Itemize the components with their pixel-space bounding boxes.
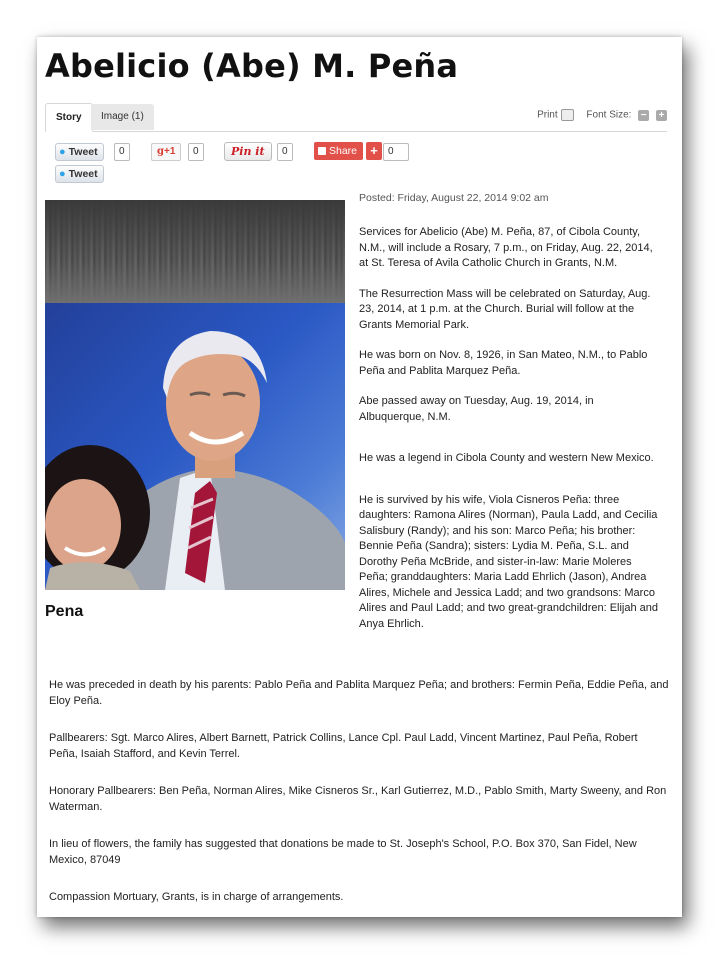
body-paragraph: Compassion Mortuary, Grants, is in charge of arrangements. <box>49 891 344 903</box>
photo-scan-band <box>45 200 345 303</box>
body-paragraph: Abe passed away on Tuesday, Aug. 19, 2014, in Albuquerque, N.M. <box>359 395 594 423</box>
tab-image[interactable]: Image (1) <box>91 104 154 130</box>
font-increase-button[interactable]: + <box>656 110 667 121</box>
tweet-button[interactable]: ● Tweet <box>55 143 104 161</box>
print-link[interactable]: Print <box>537 109 558 121</box>
obituary-photo[interactable] <box>45 200 345 590</box>
posted-date: Posted: Friday, August 22, 2014 9:02 am <box>359 192 549 204</box>
tab-bar <box>45 103 667 132</box>
twitter-bird-icon: ● <box>59 168 66 180</box>
twitter-bird-icon: ● <box>59 146 66 158</box>
share-icon <box>318 147 326 155</box>
body-paragraph: Services for Abelicio (Abe) M. Peña, 87, of Cibola County, N.M., will include a Rosary, 7 p.m., on Friday, Aug. 22, 2014, at St. Teresa of Avila Catholic Church in Grants, N.M. <box>359 226 653 269</box>
share-button[interactable]: Share <box>314 142 363 160</box>
print-icon[interactable] <box>561 109 574 121</box>
body-paragraph: He was born on Nov. 8, 1926, in San Mateo, N.M., to Pablo Peña and Pablita Marquez Peña. <box>359 349 648 377</box>
tweet-count: 0 <box>114 143 130 161</box>
body-paragraph: In lieu of flowers, the family has suggested that donations be made to St. Joseph's School, P.O. Box 370, San Fidel, New Mexico, 87049 <box>49 838 637 866</box>
share-count: 0 <box>383 143 409 161</box>
article-body-full <box>49 678 669 917</box>
photo-caption: Pena <box>45 603 84 620</box>
article-title: Abelicio (Abe) M. Peña <box>45 47 459 85</box>
body-paragraph: Honorary Pallbearers: Ben Peña, Norman Alires, Mike Cisneros Sr., Karl Gutierrez, M.D., Pablo Smith, Marty Sweeny, and Ron Waterman. <box>49 785 667 813</box>
body-paragraph: He was preceded in death by his parents: Pablo Peña and Pablita Marquez Peña; and brothers: Fermin Peña, Eddie Peña, and Eloy Peña. <box>49 679 669 707</box>
pinterest-button[interactable]: Pin it <box>224 142 272 161</box>
body-paragraph: The Resurrection Mass will be celebrated on Saturday, Aug. 23, 2014, at 1 p.m. at the Church. Burial will follow at the Grants Memorial Park. <box>359 287 651 331</box>
tweet-button-secondary[interactable]: ● Tweet <box>55 165 104 183</box>
google-plus-button[interactable]: g+1 <box>151 143 181 161</box>
font-size-label: Font Size: <box>586 109 632 121</box>
body-paragraph: He was a legend in Cibola County and western New Mexico. <box>359 452 654 464</box>
body-paragraph: He is survived by his wife, Viola Cisneros Peña: three daughters: Ramona Alires (Norman), Paula Ladd, and Cecilia Salisbury (Randy); and his son: Marco Peña; his brother: Bennie Peña (Sandra); sisters: Lydia M. Peña, S.L. and Dorothy Peña McBride, and sister-in-law: Marie Moleres Peña; granddaughters: Maria Ladd Ehrlich (Jason), Andrea Alires, Michele and Jessica Ladd; and two grandsons: Marco Alires and Paul Ladd; and two great-grandchildren: Elijah and Anya Ehrlich. <box>359 493 659 630</box>
article-page <box>37 37 682 917</box>
pinterest-count: 0 <box>277 143 293 161</box>
social-share-bar <box>55 141 655 185</box>
google-plus-count: 0 <box>188 143 204 161</box>
photo-portrait <box>45 303 345 590</box>
tab-story[interactable]: Story <box>45 103 93 132</box>
portrait-illustration <box>45 303 345 590</box>
article-tools <box>537 109 667 121</box>
font-decrease-button[interactable]: − <box>638 110 649 121</box>
article-body-right <box>359 225 661 647</box>
share-plus-button[interactable]: + <box>366 142 382 160</box>
body-paragraph: Pallbearers: Sgt. Marco Alires, Albert Barnett, Patrick Collins, Lance Cpl. Paul Ladd, Vincent Martinez, Paul Peña, Robert Peña, Isaiah Stafford, and Kevin Terrel. <box>49 732 638 760</box>
